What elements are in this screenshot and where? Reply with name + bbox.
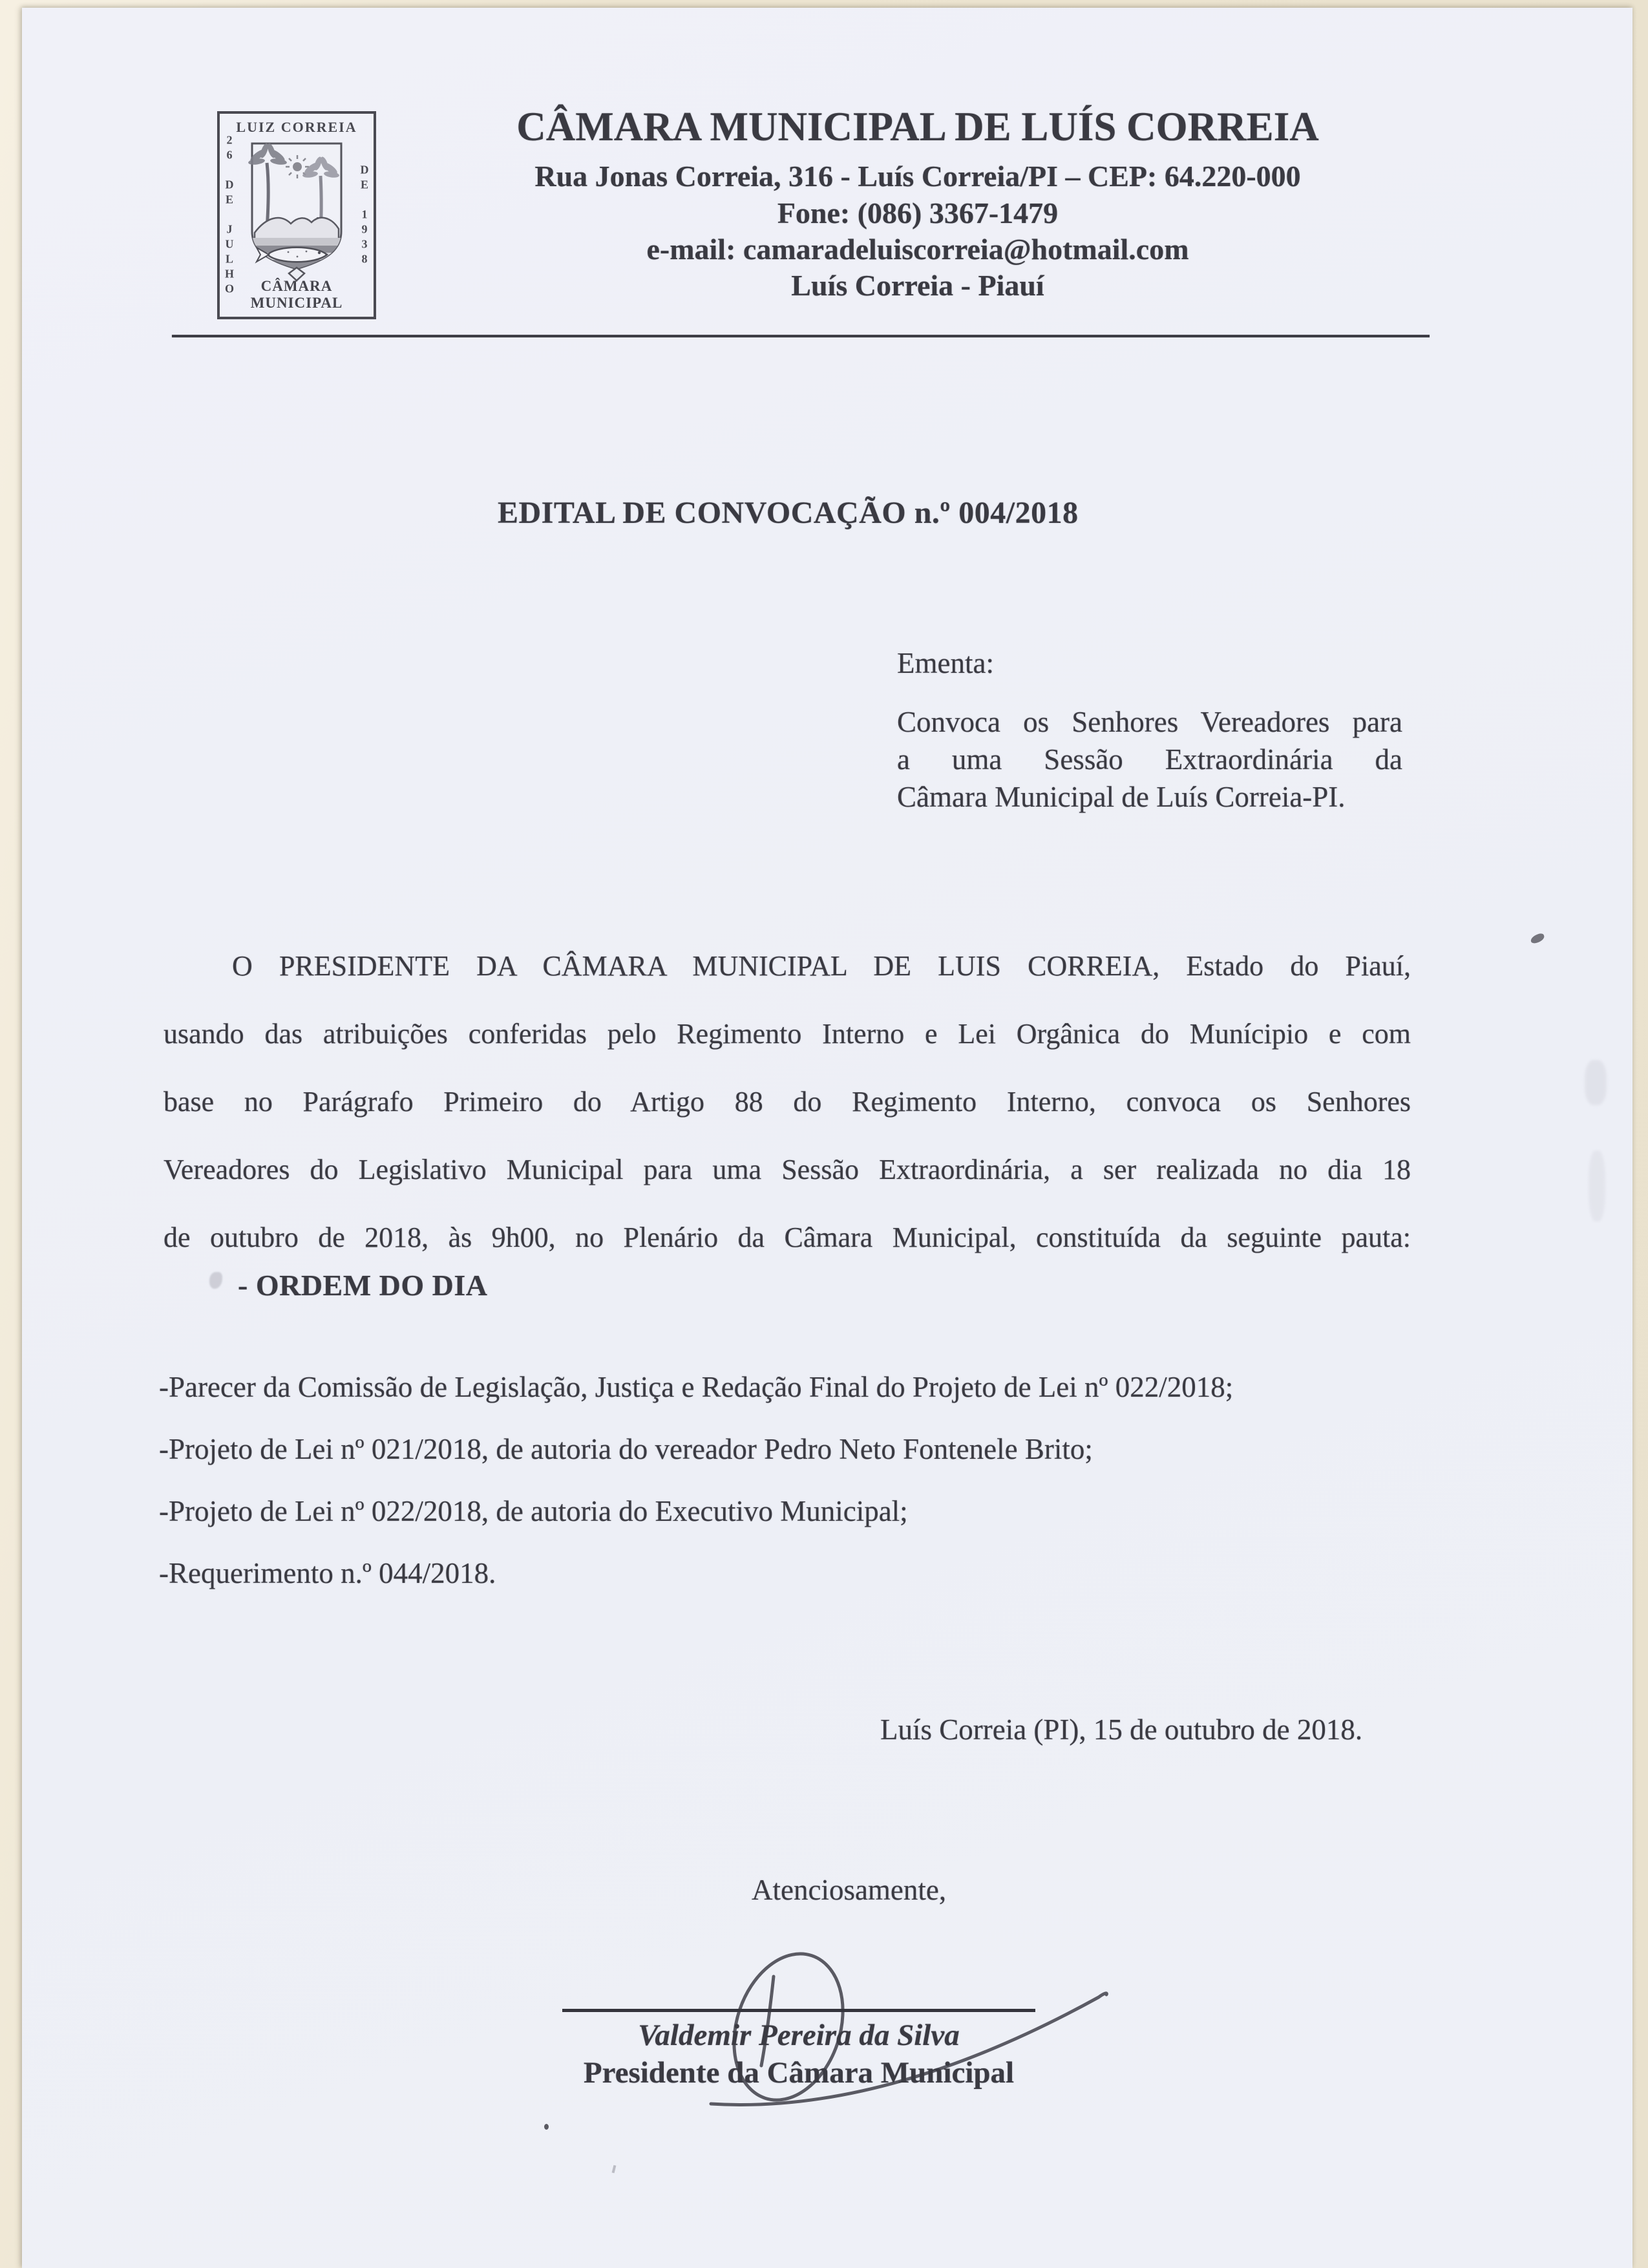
- crest-top-label: LUIZ CORREIA: [236, 119, 357, 135]
- agenda-item: -Projeto de Lei nº 021/2018, de autoria do vereador Pedro Neto Fontenele Brito;: [159, 1433, 1093, 1465]
- agenda-item: -Requerimento n.º 044/2018.: [159, 1557, 496, 1589]
- dunes-graphic: [255, 218, 339, 239]
- org-address: Rua Jonas Correia, 316 - Luís Correia/PI – CEP: 64.220-000: [534, 160, 1301, 193]
- signature-title: Presidente da Câmara Municipal: [583, 2056, 1015, 2090]
- org-phone: Fone: (086) 3367-1479: [777, 196, 1059, 229]
- ementa-label: Ementa:: [897, 647, 994, 679]
- ementa-line: Câmara Municipal de Luís Correia-PI.: [897, 781, 1346, 813]
- agenda-heading: - ORDEM DO DIA: [238, 1269, 488, 1302]
- org-email: e-mail: camaradeluiscorreia@hotmail.com: [646, 233, 1189, 266]
- ementa-line: a uma Sessão Extraordinária da: [897, 743, 1402, 776]
- crest-bottom-label: CÂMARA MUNICIPAL: [250, 278, 343, 311]
- agenda-list: [159, 1356, 1452, 1604]
- org-name: CÂMARA MUNICIPAL DE LUÍS CORREIA: [516, 104, 1319, 149]
- scan-speck: [1589, 1150, 1605, 1222]
- body-line: base no Parágrafo Primeiro do Artigo 88 do Regimento Interno, convoca os Senhores: [164, 1086, 1411, 1118]
- letterhead-divider: [172, 335, 1430, 337]
- body-line: Vereadores do Legislativo Municipal para uma Sessão Extraordinária, a ser realizada no dia 18: [164, 1154, 1411, 1185]
- agenda-item: -Parecer da Comissão de Legislação, Justiça e Redação Final do Projeto de Lei nº 022/2018;: [159, 1371, 1234, 1403]
- ementa-line: Convoca os Senhores Vereadores para: [897, 706, 1402, 738]
- scan-speck: [1585, 1060, 1607, 1105]
- body-line: O PRESIDENTE DA CÂMARA MUNICIPAL DE LUIS CORREIA, Estado do Piauí,: [232, 950, 1411, 982]
- agenda-item: -Projeto de Lei nº 022/2018, de autoria do Executivo Municipal;: [159, 1495, 908, 1527]
- crest-left-label: 26 DE JULHO: [223, 133, 236, 297]
- body-line: usando das atribuições conferidas pelo Regimento Interno e Lei Orgânica do Munícipio e com: [164, 1018, 1411, 1050]
- body-paragraph: [164, 932, 1411, 1271]
- body-line: de outubro de 2018, às 9h00, no Plenário da Câmara Municipal, constituída da seguinte pauta:: [164, 1222, 1411, 1253]
- signature-name: Valdemir Pereira da Silva: [638, 2019, 960, 2052]
- document-title: EDITAL DE CONVOCAÇÃO n.º 004/2018: [498, 496, 1079, 530]
- signature-line: [562, 2009, 1035, 2012]
- date-line: Luís Correia (PI), 15 de outubro de 2018.: [880, 1713, 1363, 1746]
- ink-dot: [544, 2124, 549, 2130]
- crest-right-label: DE 1938: [358, 163, 371, 268]
- municipal-crest: [217, 111, 376, 319]
- org-city-state: Luís Correia - Piauí: [791, 269, 1044, 302]
- ementa-paragraph: [897, 703, 1402, 816]
- crest-shield-graphic: [248, 141, 345, 283]
- closing-salutation: Atenciosamente,: [752, 1874, 947, 1906]
- sand-band: [252, 238, 341, 246]
